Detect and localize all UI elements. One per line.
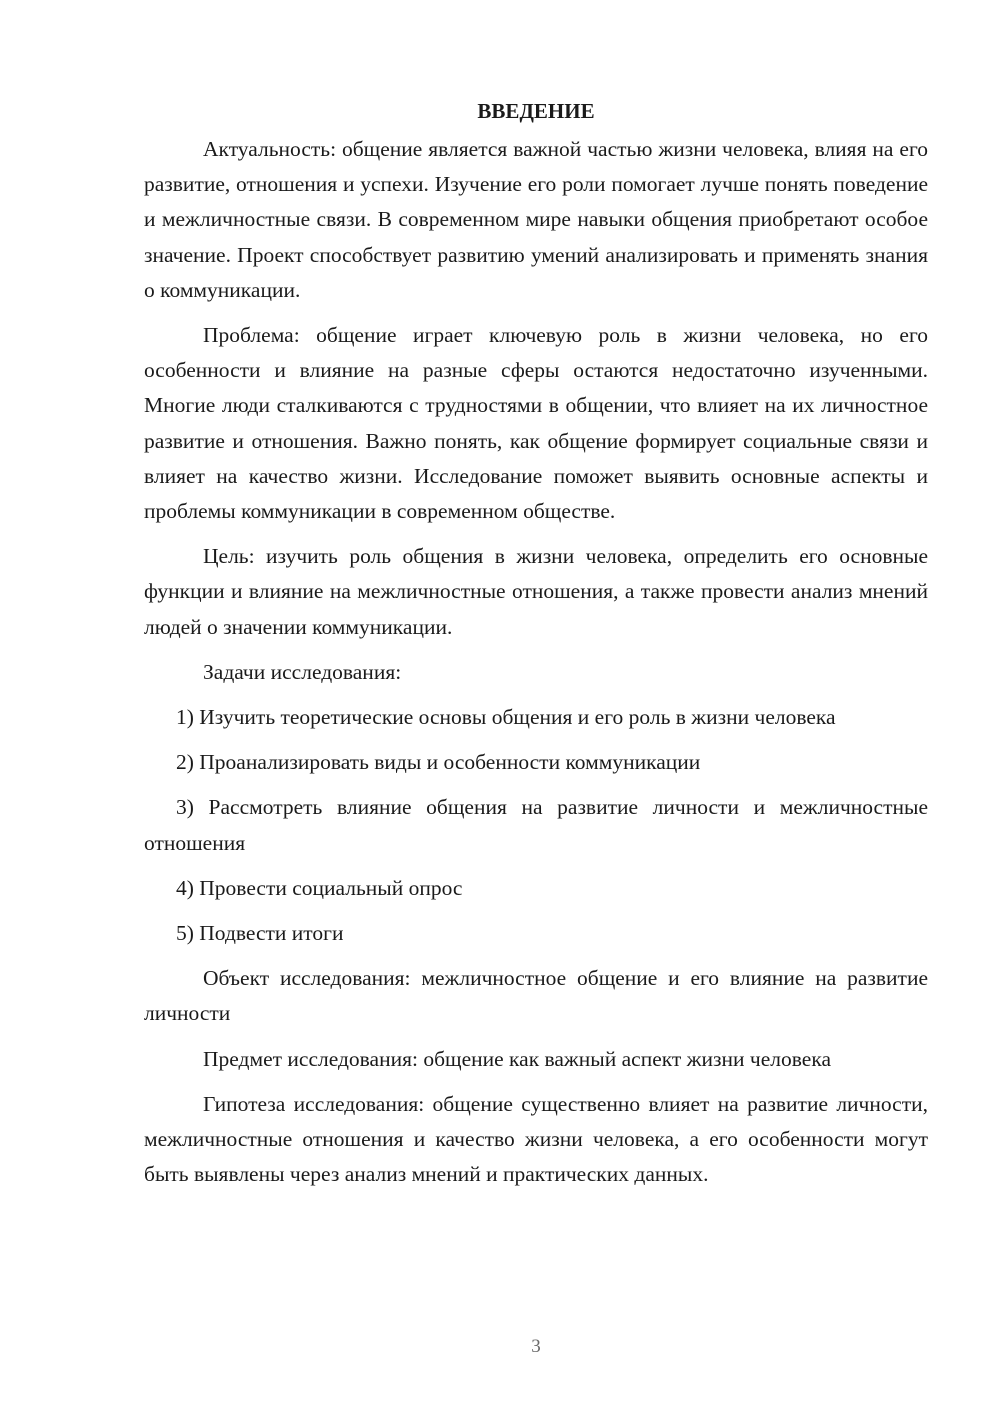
task-item-5: 5) Подвести итоги bbox=[176, 921, 344, 946]
page-number: 3 bbox=[531, 1336, 541, 1357]
task-item-3: 3) Рассмотреть влияние общения на развитие личности и межличностные отношения bbox=[144, 795, 928, 855]
problem-paragraph: Проблема: общение играет ключевую роль в жизни человека, но его особенности и влияние на разные сферы остаются недостаточно изученными. Многие люди сталкиваются с трудностями в общении, что влияет на их личностное развитие и отношения. Важно понять, как общение формирует социальные связи и влияет на качество жизни. Исследование поможет выявить основные аспекты и проблемы коммуникации в современном обществе. bbox=[144, 323, 928, 524]
task-item-2: 2) Проанализировать виды и особенности коммуникации bbox=[176, 750, 701, 775]
task-item-1: 1) Изучить теоретические основы общения и его роль в жизни человека bbox=[176, 705, 836, 730]
document-page bbox=[144, 96, 928, 1192]
tasks-heading: Задачи исследования: bbox=[203, 659, 402, 684]
subject-paragraph: Предмет исследования: общение как важный аспект жизни человека bbox=[203, 1046, 831, 1071]
task-item-4: 4) Провести социальный опрос bbox=[176, 875, 463, 900]
goal-paragraph: Цель: изучить роль общения в жизни человека, определить его основные функции и влияние на межличностные отношения, а также провести анализ мнений людей о значении коммуникации. bbox=[144, 544, 928, 639]
page-title: ВВЕДЕНИЕ bbox=[477, 99, 595, 123]
hypothesis-paragraph: Гипотеза исследования: общение существенно влияет на развитие личности, межличностные отношения и качество жизни человека, а его особенности могут быть выявлены через анализ мнений и практических данных. bbox=[144, 1091, 928, 1187]
relevance-paragraph: Актуальность: общение является важной частью жизни человека, влияя на его развитие, отношения и успехи. Изучение его роли помогает лучше понять поведение и межличностные связи. В современном мире навыки общения приобретают особое значение. Проект способствует развитию умений анализировать и применять знания о коммуникации. bbox=[144, 137, 928, 302]
object-paragraph: Объект исследования: межличностное общение и его влияние на развитие личности bbox=[144, 966, 928, 1026]
